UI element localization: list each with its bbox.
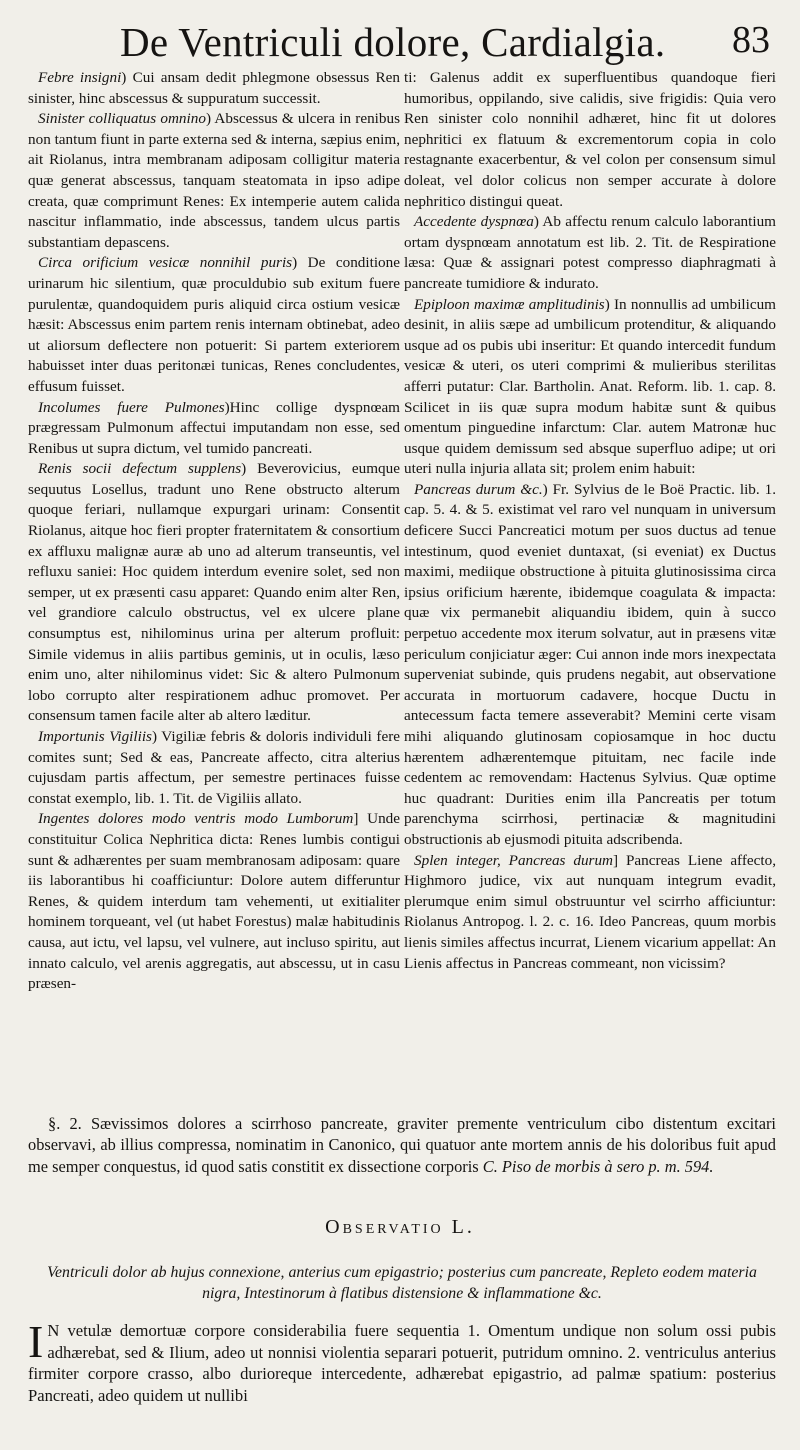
annotation-paragraph: [404, 480, 776, 851]
annotation-text: )Hinc collige dyspnœam prægressam Pulmonum affectui imputandam non esse, sed Renibus ut supra dictum, vel tumido pancreati.: [28, 398, 400, 457]
annotation-text: ) Fr. Sylvius de le Boë Practic. lib. 1. cap. 5. 4. & 5. existimat vel raro vel nunquam in universum deficere Succi Pancreatici motum per suos ductus ad tenue intestinum, quod eveniet duntaxat, (si eveniat) ex Ductus maximi, mediique obstructione à pituita glutinosissima circa ipsius orificium hærente, ibidemque coagulata & impacta: quæ vix permanebit aliquandiu ibidem, quin à succo perpetuo accedente mox iterum solvatur, aut in præsens vitæ periculum conjiciatur æger: Cui annon inde mors inexpectata superveniat subinde, quis prudens negabit, aut observatione accurata in mortuorum cadavere, hocque Ductu in antecessum facta temere asseverabit? Memini certe visam mihi aliquando glutinosam copiosamque in hoc ductu hærentem adhærentemque pituitam, nec facile inde cedentem ac removendam: Hactenus Sylvius. Quæ optime huc quadrant: Durities enim illa Pancreatis per totum parenchyma scirrhosi, pertinaciæ & magnitudini obstructionis ab ejusmodi pituita adscribenda.: [404, 480, 776, 848]
section-2-paragraph: [28, 1113, 776, 1177]
observation-body: [28, 1316, 776, 1406]
annotation-lemma: Febre insigni: [38, 69, 122, 86]
annotation-lemma: Epiploon maximæ amplitudinis: [414, 295, 605, 313]
annotation-text: ) Cui ansam dedit phlegmone obsessus Ren sinister, hinc abscessus & suppuratum successit.: [28, 69, 400, 107]
annotation-lemma: Splen integer, Pancreas durum: [414, 851, 614, 869]
section-2-text: §. 2. Sævissimos dolores a scirrhoso pancreate, graviter premente ventriculum cibo distentum excitari observavi, ab illius compressa, nominatim in Canonico, qui quatuor ante mortem annis de his doloribus fuit apud me semper conquestus, id quod satis constitit ex dissectione corporis: [28, 1114, 776, 1176]
annotation-lemma: Pancreas durum &c.: [414, 480, 543, 498]
annotation-lemma: Circa orificium vesicæ nonnihil puris: [38, 254, 293, 272]
annotation-lemma: Sinister colliquatus omnino: [38, 110, 206, 128]
page-number: 83: [732, 19, 770, 61]
running-title: De Ventriculi dolore, Cardialgia.: [120, 19, 666, 65]
observation-body-text: N vetulæ demortuæ corpore considerabilia fuere sequentia 1. Omentum undique non solum ossi pubis adhærebat, sed & Ilium, adeo ut nonnisi violentia separari potuerit, putridum omnino. 2. ventriculus anterius firmiter corpore crasso, albo durioreque intercedente, adhærebat epigastrio, ad palmæ spatium: posterius Pancreati, adeo quidem ut nullibi: [28, 1321, 776, 1405]
section-2-citation: C. Piso de morbis à sero p. m. 594.: [482, 1156, 714, 1176]
annotation-paragraph: [28, 109, 400, 253]
annotation-paragraph: [28, 459, 400, 727]
annotation-text: ti: Galenus addit ex superfluentibus quandoque fieri humoribus, oppilando, sive calidis, sive frigidis: Quia vero Ren sinister colo nonnihil adhæret, hinc fit ut dolores nephritici ex flatuum & excrementorum copia in colo restagnante exacerbentur, & vel colon per consensum simul doleat, vel dolor colicus non semper accurate à dolore nephritico distingui queat.: [404, 69, 776, 210]
annotation-paragraph: [28, 727, 400, 809]
annotation-paragraph: [28, 809, 400, 994]
annotation-text: ] Pancreas Liene affecto, Highmoro judice, vix aut nunquam integrum evadit, plerumque enim simul obstruuntur vel scirrho afficiuntur: Riolanus Antropog. l. 2. c. 16. Ideo Pancreas, quum morbis lienis similes affectus incurrat, Lienem vicarium appellat: An Lienis affectus in Pancreas commeant, non vicissim?: [404, 851, 776, 972]
annotation-lemma: Renis socii defectum supplens: [38, 460, 242, 478]
observation-caption: Ventriculi dolor ab hujus connexione, anterius cum epigastrio; posterius cum pancreate, Repleto eodem materia nigra, Intestinorum à flatibus distensione & inflammatione &c.: [47, 1264, 757, 1302]
left-column: [28, 68, 400, 995]
annotation-text: ) Beverovicius, eumque sequutus Losellus, tradunt uno Rene obstructo alterum quoque feriari, nullamque expurgari urinam: Consentit Riolanus, aitque hoc fieri propter fraternitatem & consortium ex affluxu malignæ auræ ab uno ad alterum transeuntis, vel refluxu saniei: Hoc quidem interdum evenire solet, sed non semper, ut ex præsenti casu apparet: Quando enim alter Ren, vel grandiore calculo obstructus, vel ex ulcere plane consumptus est, nihilominus urina per alterum profluit: Simile videmus in aliis partibus geminis, ut in oculis, læso enim uno, alter nihilominus videt: Sic & altero Pulmonum lobo corrupto alter respirationem adhuc promovet. Per consensum tamen facile alter ab altero læditur.: [28, 460, 400, 725]
annotation-paragraph: [28, 68, 400, 109]
annotation-text: ) Abscessus & ulcera in renibus non tantum fiunt in parte externa sed & interna, sæpius enim, ait Riolanus, intra membranam adiposam colligitur materia quæ generat abscessus, tanquam steatomata in ipso adipe creata, quæ comprimunt Renes: Ex intemperie autem calida nascitur inflammatio, inde abscessus, tandem ulcus partis substantiam depascens.: [28, 110, 401, 251]
annotation-lemma: Incolumes fuere Pulmones: [38, 398, 225, 416]
annotation-lemma: Importunis Vigiliis: [38, 728, 152, 745]
page-header: [0, 8, 800, 68]
annotation-lemma: Accedente dyspnœa: [414, 213, 534, 231]
right-column: [404, 68, 776, 974]
annotation-text: ] Unde constituitur Colica Nephritica dicta: Renes lumbis contigui sunt & adhærentes per suam membranosam adiposam: quare iis laborantibus hi coafficiuntur: Dolore autem differuntur Renes, & quidem interdum tam vehementi, ut exitialiter hominem torqueant, vel (ut habet Forestus) malæ habitudinis causa, aut ictu, vel lapsu, vel vulnere, aut incluso spiritu, aut innato calculo, vel arenis aggregatis, aut abscessu, ut in casu præsen-: [28, 810, 400, 993]
annotation-paragraph: [404, 212, 776, 294]
annotation-paragraph: [28, 253, 400, 397]
annotation-paragraph: [404, 68, 776, 212]
annotation-text: ) De conditione urinarum hic silentium, quæ proculdubio sub exitum fuere purulentæ, quandoquidem puris aliquid circa ostium vesicæ hæsit: Abscessus enim partem renis internam obtinebat, adeo ut aliorsum deflectere non potuerit: Si partem exteriorem habuisset inter duas peritonæi tunicas, Renes concludentes, effusum fuisset.: [28, 254, 400, 395]
drop-cap: I: [28, 1316, 44, 1367]
annotation-paragraph: [28, 398, 400, 460]
annotation-text: ) Ab affectu renum calculo laborantium ortam dyspnœam annotatum est lib. 2. Tit. de Respiratione læsa: Quæ & assignari potest compresso diaphragmati à pancreate tumidiore & indurato.: [404, 213, 776, 292]
annotation-lemma: Ingentes dolores modo ventris modo Lumborum: [38, 810, 354, 828]
annotation-paragraph: [404, 851, 776, 975]
annotation-paragraph: [404, 295, 776, 480]
annotation-text: ) In nonnullis ad umbilicum desinit, in aliis sæpe ad umbilicum protenditur, & aliquando usque ad os pubis ubi inseritur: Et quando intercedit fundum vesicæ & uteri, os uteri comprimi & mulieribus sterilitas afferri putatur: Clar. Bartholin. Anat. Reform. lib. 1. cap. 8. Scilicet in iis quæ supra modum habitæ sunt & quibus omentum pinguedine infarctum: Clar. autem Matronæ huc usque quidem demissum sed absque superfluo adipe; ut ori uteri nulla injuria allata sit; prolem enim habuit:: [404, 295, 776, 478]
observation-title: Observatio L.: [325, 1216, 475, 1238]
annotation-text: ) Vigiliæ febris & doloris individuli fere comites sunt; Sed & eas, Pancreate affecto, citra alterius cujusdam partis affectum, per semestre pertinaces fuisse constat exemplo, lib. 1. Tit. de Vigiliis allato.: [28, 728, 400, 807]
